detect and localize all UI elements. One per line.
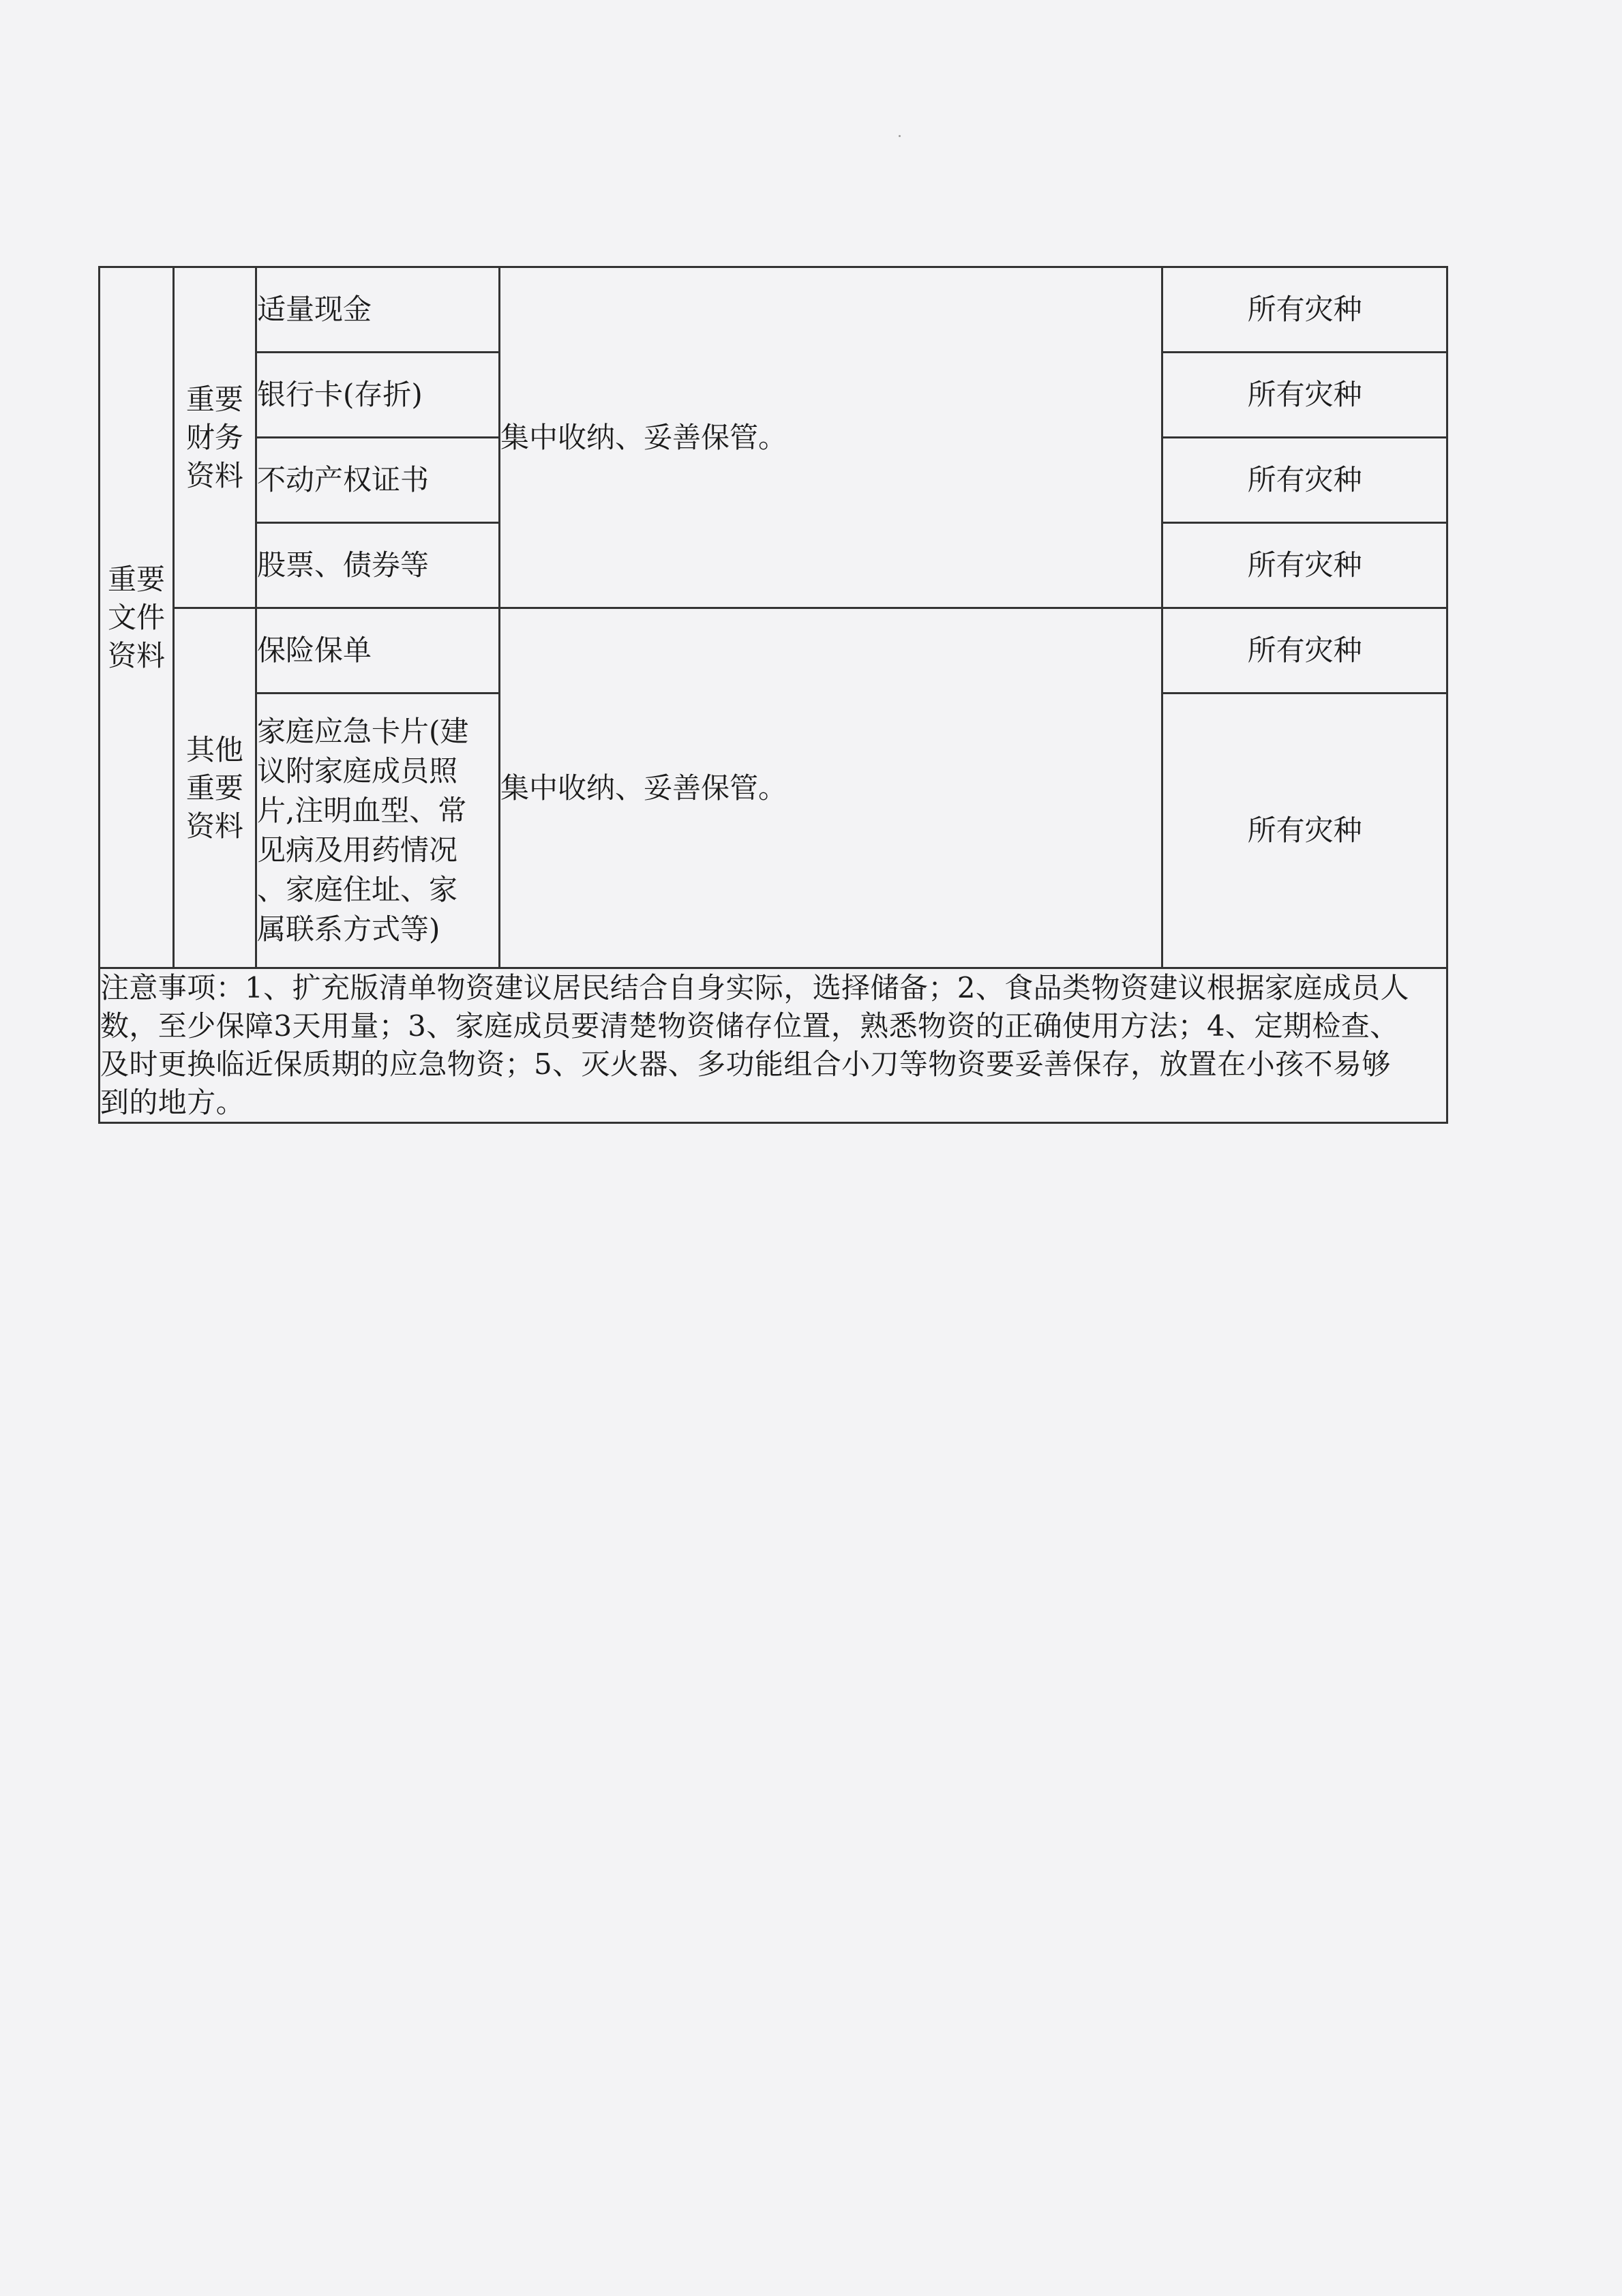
hazard-type: 所有灾种 bbox=[1162, 694, 1447, 968]
hazard-type: 所有灾种 bbox=[1162, 438, 1447, 523]
scan-speck bbox=[899, 135, 901, 137]
subcategory-cell bbox=[173, 267, 256, 608]
item-name: 适量现金 bbox=[256, 267, 499, 353]
item-name: 保险保单 bbox=[256, 608, 499, 694]
hazard-type: 所有灾种 bbox=[1162, 608, 1447, 694]
subcategory-name-line: 资料 bbox=[185, 809, 243, 843]
notes-row bbox=[100, 968, 1447, 1123]
hazard-type: 所有灾种 bbox=[1162, 267, 1447, 353]
item-name: 股票、债券等 bbox=[256, 523, 499, 608]
subcategory-name-line: 其他 bbox=[185, 732, 243, 766]
category-name-line: 文件 bbox=[107, 600, 165, 634]
subcategory-name-line: 财务 bbox=[185, 420, 243, 454]
item-name-line: 见病及用药情况 bbox=[256, 833, 457, 867]
subcategory-name-line: 资料 bbox=[185, 458, 243, 492]
hazard-type: 所有灾种 bbox=[1162, 353, 1447, 438]
item-name-line: 议附家庭成员照 bbox=[256, 754, 457, 788]
item-name-line: 、家庭住址、家 bbox=[256, 873, 457, 906]
item-description: 集中收纳、妥善保管。 bbox=[500, 267, 1162, 608]
item-name-line: 属联系方式等) bbox=[256, 912, 440, 946]
notes-line: 到的地方。 bbox=[100, 1086, 245, 1119]
notes-line: 及时更换临近保质期的应急物资；5、灭火器、多功能组合小刀等物资要妥善保存，放置在小孩不易够 bbox=[100, 1047, 1391, 1081]
table-row bbox=[100, 267, 1447, 353]
notes-line: 数，至少保障3天用量；3、家庭成员要清楚物资储存位置，熟悉物资的正确使用方法；4、定期检查、 bbox=[100, 1009, 1399, 1043]
item-name-line: 家庭应急卡片(建 bbox=[256, 715, 469, 748]
supply-table bbox=[98, 266, 1448, 1124]
item-name: 不动产权证书 bbox=[256, 438, 499, 523]
category-cell bbox=[100, 267, 174, 968]
subcategory-cell bbox=[173, 608, 256, 968]
item-name bbox=[256, 694, 499, 968]
subcategory-name-line: 重要 bbox=[185, 771, 243, 805]
category-name-line: 资料 bbox=[107, 638, 165, 672]
notes-cell bbox=[100, 968, 1447, 1123]
item-name-line: 片,注明血型、常 bbox=[256, 794, 467, 827]
category-name-line: 重要 bbox=[107, 562, 165, 596]
notes-line: 注意事项：1、扩充版清单物资建议居民结合自身实际，选择储备；2、食品类物资建议根据家庭成员人 bbox=[100, 971, 1409, 1004]
item-name: 银行卡(存折) bbox=[256, 353, 499, 438]
item-description: 集中收纳、妥善保管。 bbox=[500, 608, 1162, 968]
subcategory-name-line: 重要 bbox=[185, 382, 243, 416]
hazard-type: 所有灾种 bbox=[1162, 523, 1447, 608]
supply-table-sheet bbox=[98, 266, 1448, 1124]
table-row bbox=[100, 608, 1447, 694]
